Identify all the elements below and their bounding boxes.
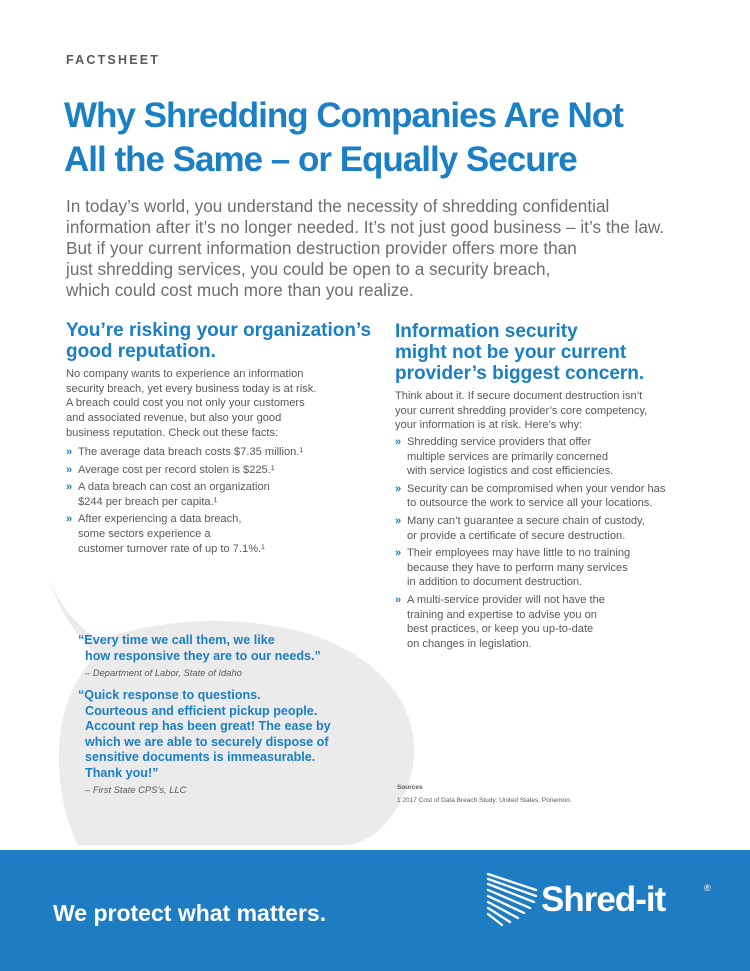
body-line: Think about it. If secure document destruction isn’t	[395, 390, 643, 402]
quote-line: Thank you!”	[85, 765, 159, 780]
intro-line: just shredding services, you could be open to a security breach,	[66, 259, 551, 279]
right-column-heading	[395, 321, 644, 384]
chevron-right-icon: »	[66, 463, 73, 476]
list-item-line: Shredding service providers that offer	[407, 436, 592, 448]
list-item-line: on changes in legislation.	[407, 637, 532, 650]
list-item-line: Their employees may have little to no training	[407, 547, 631, 560]
footer-tagline: We protect what matters.	[53, 900, 327, 926]
chevron-right-icon: »	[66, 446, 73, 458]
testimonial-attribution: – First State CPS’s, LLC	[85, 784, 187, 795]
body-line: security breach, yet every business today is at risk.	[66, 382, 317, 395]
factsheet-label: FACTSHEET	[66, 53, 161, 67]
heading-line: good reputation.	[66, 341, 216, 362]
quote-line: how responsive they are to our needs.”	[85, 648, 321, 663]
sources-title: Sources	[397, 784, 423, 791]
list-item-line: some sectors experience a	[78, 527, 211, 540]
list-item-line: Average cost per record stolen is $225.¹	[78, 463, 275, 476]
sources-footnote	[397, 784, 572, 804]
body-line: and associated revenue, but also your good	[66, 412, 282, 425]
left-column-heading	[66, 320, 371, 362]
quote-line: “Every time we call them, we like	[78, 633, 275, 647]
list-item-line: with service logistics and cost efficiencies.	[407, 465, 614, 478]
body-line: No company wants to experience an information	[66, 368, 304, 380]
chevron-right-icon: »	[395, 482, 402, 495]
logo-wordmark: Shred-it	[541, 880, 666, 919]
quote-line: sensitive documents is immeasurable.	[85, 750, 316, 764]
chevron-right-icon: »	[395, 547, 402, 560]
list-item-line: customer turnover rate of up to 7.1%.¹	[78, 542, 265, 555]
intro-line: In today’s world, you understand the necessity of shredding confidential	[66, 196, 610, 216]
footer-banner	[0, 850, 750, 971]
list-item	[66, 445, 303, 460]
list-item-line: Many can’t guarantee a secure chain of custody,	[407, 514, 645, 527]
testimonial-quote	[78, 688, 398, 781]
list-item	[395, 514, 665, 543]
list-item-line: in addition to document destruction.	[407, 576, 583, 589]
list-item-line: best practices, or keep you up-to-date	[407, 623, 594, 636]
intro-line: But if your current information destruction provider offers more than	[66, 238, 577, 258]
testimonials	[78, 633, 398, 805]
list-item-line: Security can be compromised when your vendor has	[407, 482, 666, 495]
list-item-line: $244 per breach per capita.¹	[78, 495, 218, 508]
title-line: Why Shredding Companies Are Not	[64, 96, 623, 135]
list-item-line: or provide a certificate of secure destruction.	[407, 529, 626, 542]
body-line: A breach could cost you not only your customers	[66, 397, 305, 410]
quote-line: Courteous and efficient pickup people.	[85, 703, 318, 718]
intro-line: information after it’s no longer needed. It’s not just good business – it’s the law.	[66, 217, 665, 237]
list-item	[66, 463, 303, 478]
chevron-right-icon: »	[395, 436, 402, 448]
list-item	[395, 546, 665, 590]
shred-lines-icon	[486, 870, 538, 928]
testimonial-quote	[78, 633, 398, 664]
list-item-line: A multi-service provider will not have the	[407, 593, 605, 606]
list-item-line: because they have to perform many services	[407, 561, 628, 574]
chevron-right-icon: »	[66, 513, 73, 526]
right-column-body	[395, 389, 647, 433]
heading-line: Information security	[395, 321, 578, 342]
source-item: 1 2017 Cost of Data Breach Study: United States, Ponemon.	[397, 797, 572, 804]
body-line: your information is at risk. Here’s why:	[395, 419, 583, 432]
left-column-body	[66, 367, 316, 441]
list-item	[66, 480, 303, 509]
chevron-right-icon: »	[395, 593, 402, 606]
chevron-right-icon: »	[395, 514, 402, 527]
heading-line: You’re risking your organization’s	[66, 320, 372, 341]
registered-mark: ®	[704, 883, 711, 893]
left-facts-list	[66, 445, 303, 559]
quote-line: “Quick response to questions.	[78, 688, 261, 702]
shred-it-logo	[486, 870, 716, 930]
quote-line: Account rep has been great! The ease by	[85, 719, 331, 733]
list-item-line: training and expertise to advise you on	[407, 608, 597, 621]
list-item-line: multiple services are primarily concerned	[407, 450, 608, 463]
list-item	[395, 593, 665, 651]
intro-line: which could cost much more than you realize.	[66, 280, 414, 300]
right-reasons-list	[395, 435, 665, 654]
list-item-line: to outsource the work to service all your locations.	[407, 497, 653, 510]
page-title	[64, 94, 714, 182]
heading-line: might not be your current	[395, 342, 627, 363]
list-item	[395, 482, 665, 511]
list-item	[66, 512, 303, 556]
heading-line: provider’s biggest concern.	[395, 363, 645, 384]
list-item-line: The average data breach costs $7.35 million.¹	[78, 446, 304, 458]
list-item-line: A data breach can cost an organization	[78, 481, 270, 494]
list-item	[395, 435, 665, 479]
body-line: your current shredding provider’s core competency,	[395, 404, 648, 417]
testimonial-attribution: – Department of Labor, State of Idaho	[85, 667, 242, 678]
chevron-right-icon: »	[66, 481, 73, 494]
list-item-line: After experiencing a data breach,	[78, 513, 242, 526]
body-line: business reputation. Check out these facts:	[66, 426, 279, 439]
title-line: All the Same – or Equally Secure	[64, 140, 577, 179]
quote-line: which we are able to securely dispose of	[85, 734, 329, 749]
intro-paragraph	[66, 196, 706, 301]
